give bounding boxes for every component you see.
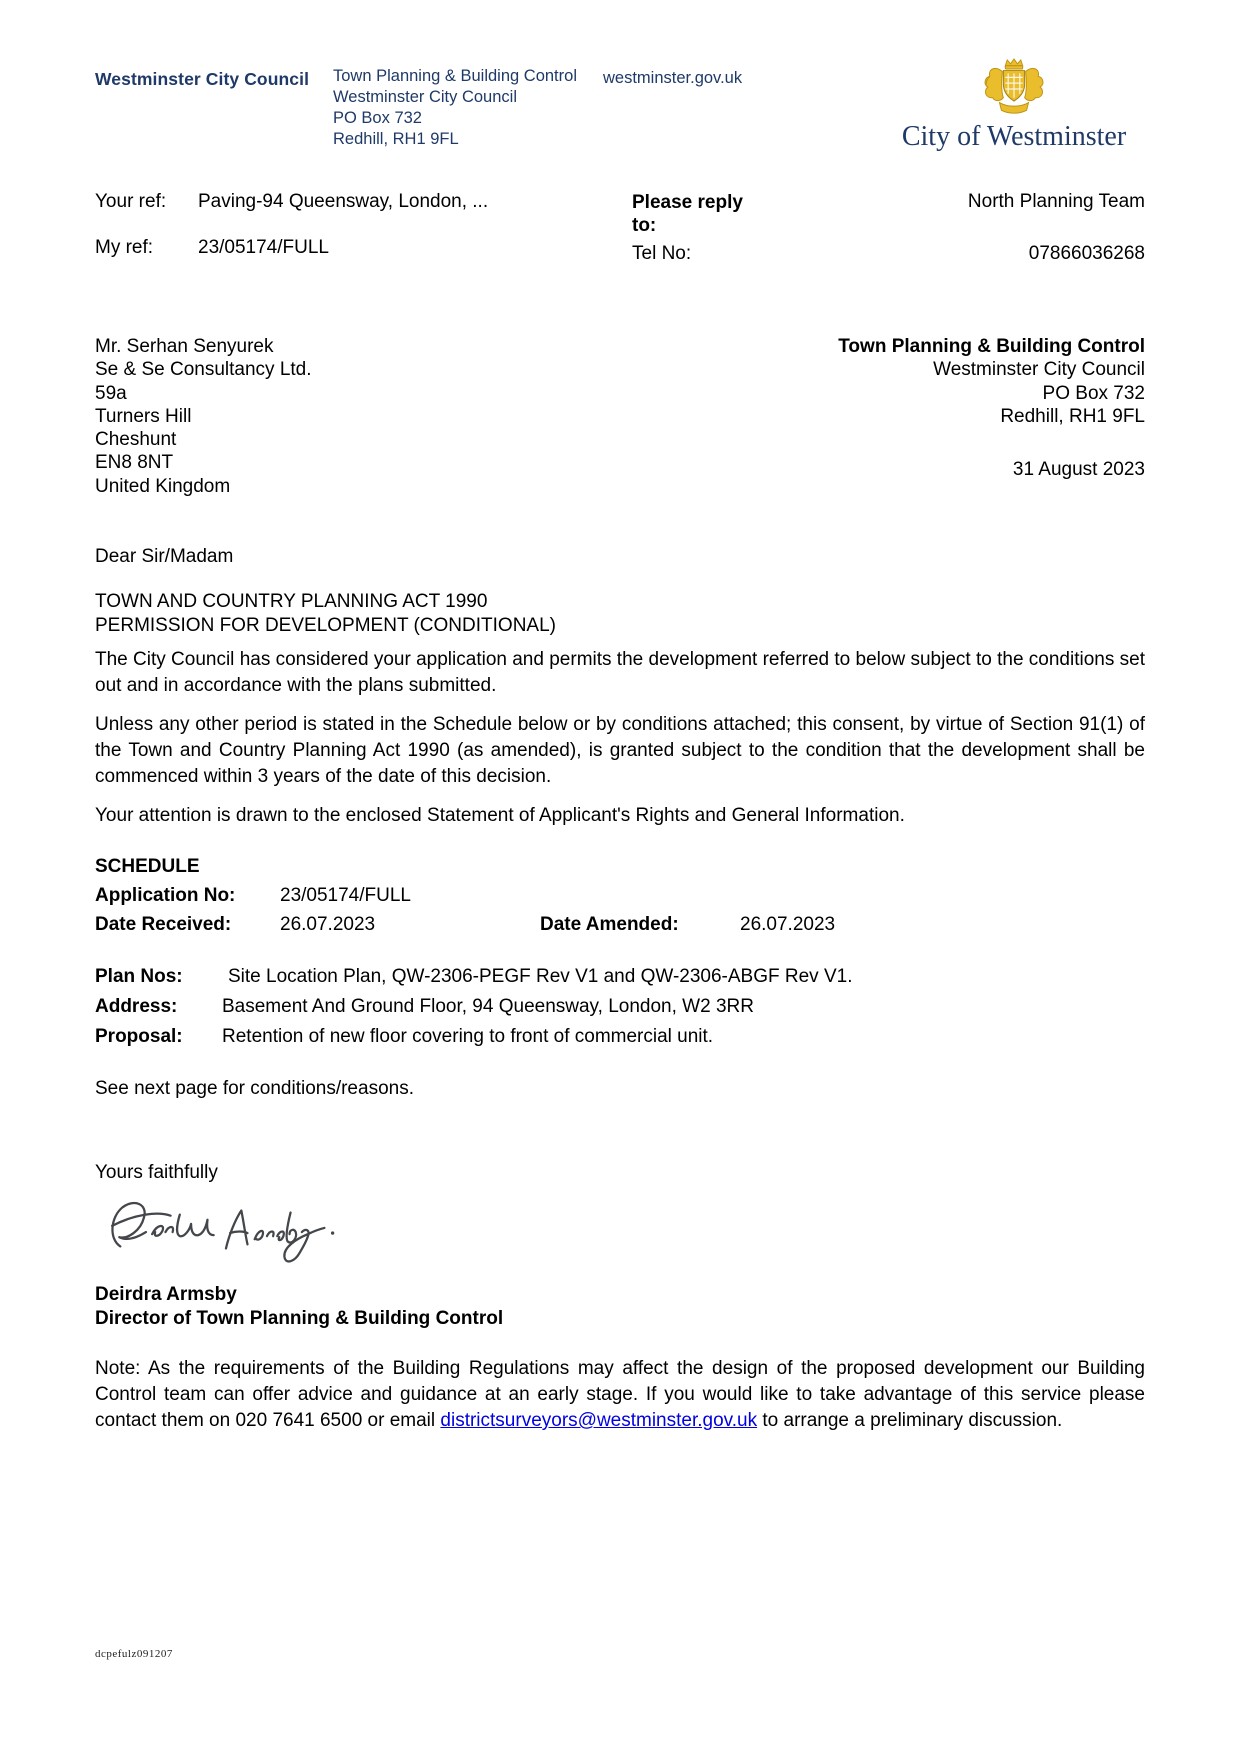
my-ref-row (95, 237, 632, 259)
website-url: westminster.gov.uk (603, 69, 743, 87)
tel-row (632, 243, 1145, 265)
city-logo (883, 57, 1145, 153)
letter-date: 31 August 2023 (1012, 459, 1145, 481)
council-name: Westminster City Council (95, 69, 310, 89)
see-next-page-note: See next page for conditions/reasons. (95, 1078, 414, 1100)
site-address-value: Basement And Ground Floor, 94 Queensway, London, W2 3RR (222, 996, 754, 1018)
tel-label: Tel No: (632, 243, 692, 264)
proposal-row (95, 1026, 1145, 1048)
body-paragraph: Unless any other period is stated in the Schedule below or by conditions attached; this consent, by virtue of Section 91(1) of the Town and Country Planning Act 1990 (as amended), is granted subject to the condition that the development shall be commenced within 3 years of the date of this decision. (95, 714, 1145, 788)
reply-to-value: North Planning Team (967, 191, 1145, 212)
dept-line: PO Box 732 (333, 109, 422, 127)
recipient-line: Cheshunt (95, 429, 177, 451)
my-ref-value: 23/05174/FULL (198, 237, 329, 258)
westminster-crest-icon (975, 57, 1053, 119)
recipient-line: 59a (95, 382, 127, 404)
refs-right (632, 191, 1145, 265)
sender-line: Westminster City Council (933, 359, 1145, 381)
signatory-name: Deirdra Armsby (95, 1284, 237, 1306)
reply-to-row (632, 191, 1145, 237)
your-ref-row (95, 191, 632, 213)
body-paragraph: Your attention is drawn to the enclosed Statement of Applicant's Rights and General Information. (95, 805, 905, 827)
closing: Yours faithfully (95, 1162, 218, 1184)
tel-value: 07866036268 (1028, 243, 1145, 264)
dept-line: Westminster City Council (333, 88, 517, 106)
signature (103, 1190, 1145, 1275)
plan-nos-label: Plan Nos: (95, 966, 183, 988)
subject-heading (95, 590, 1145, 637)
date-amended-value: 26.07.2023 (740, 914, 836, 936)
recipient-line: EN8 8NT (95, 452, 174, 474)
reference-section (95, 191, 1145, 265)
dates-row (95, 914, 1145, 936)
date-received-label: Date Received: (95, 914, 232, 936)
recipient-address (95, 335, 785, 498)
site-address-label: Address: (95, 996, 178, 1018)
date-amended-label: Date Amended: (540, 914, 679, 936)
sender-line: PO Box 732 (1042, 382, 1145, 404)
signatory-title: Director of Town Planning & Building Control (95, 1307, 504, 1329)
subject-line: TOWN AND COUNTRY PLANNING ACT 1990 (95, 591, 488, 613)
recipient-line: Se & Se Consultancy Ltd. (95, 359, 312, 381)
salutation: Dear Sir/Madam (95, 546, 234, 568)
your-ref-value: Paving-94 Queensway, London, ... (198, 191, 489, 212)
recipient-line: Turners Hill (95, 405, 192, 427)
document-code: dcpefulz091207 (95, 1648, 173, 1660)
body-paragraph: The City Council has considered your application and permits the development referred to below subject to the conditions set out and in accordance with the plans submitted. (95, 649, 1145, 697)
address-section (95, 335, 1145, 498)
district-surveyors-email-link[interactable]: districtsurveyors@westminster.gov.uk (440, 1410, 758, 1432)
recipient-line: United Kingdom (95, 475, 231, 497)
schedule-details (95, 966, 1145, 1048)
my-ref-label: My ref: (95, 237, 154, 258)
plan-nos-value: Site Location Plan, QW-2306-PEGF Rev V1 and QW-2306-ABGF Rev V1. (228, 966, 853, 988)
refs-left (95, 191, 632, 265)
note-text-after: to arrange a preliminary discussion. (757, 1410, 1063, 1432)
building-regulations-note (95, 1356, 1145, 1434)
sender-dept: Town Planning & Building Control (838, 336, 1145, 357)
sender-address (785, 335, 1145, 498)
dept-line: Town Planning & Building Control (333, 67, 577, 85)
schedule-heading: SCHEDULE (95, 856, 200, 878)
plan-nos-row (95, 966, 1145, 988)
proposal-value: Retention of new floor covering to front of commercial unit. (222, 1026, 714, 1048)
date-received-value: 26.07.2023 (280, 914, 376, 936)
proposal-label: Proposal: (95, 1026, 183, 1048)
sender-line: Redhill, RH1 9FL (1000, 405, 1145, 427)
dept-line: Redhill, RH1 9FL (333, 130, 459, 148)
signature-image (103, 1190, 353, 1270)
your-ref-label: Your ref: (95, 191, 167, 212)
signatory-block (95, 1283, 1145, 1330)
application-no-label: Application No: (95, 885, 236, 907)
logo-caption: City of Westminster (901, 121, 1127, 152)
recipient-line: Mr. Serhan Senyurek (95, 336, 274, 357)
department-address (333, 66, 603, 150)
site-address-row (95, 996, 1145, 1018)
reply-to-label: Please reply to: (632, 192, 743, 236)
letterhead (95, 66, 1145, 153)
note-text-before: Note: As the requirements of the Building Regulations may affect the design of the proposed development our Building Control team can offer advice and guidance at an early stage. If you would like to take advantage of this service please contact them on 020 7641 6500 or email (95, 1358, 1145, 1432)
application-no-row (95, 885, 1145, 907)
application-no-value: 23/05174/FULL (280, 885, 411, 907)
subject-line: PERMISSION FOR DEVELOPMENT (CONDITIONAL) (95, 614, 556, 636)
